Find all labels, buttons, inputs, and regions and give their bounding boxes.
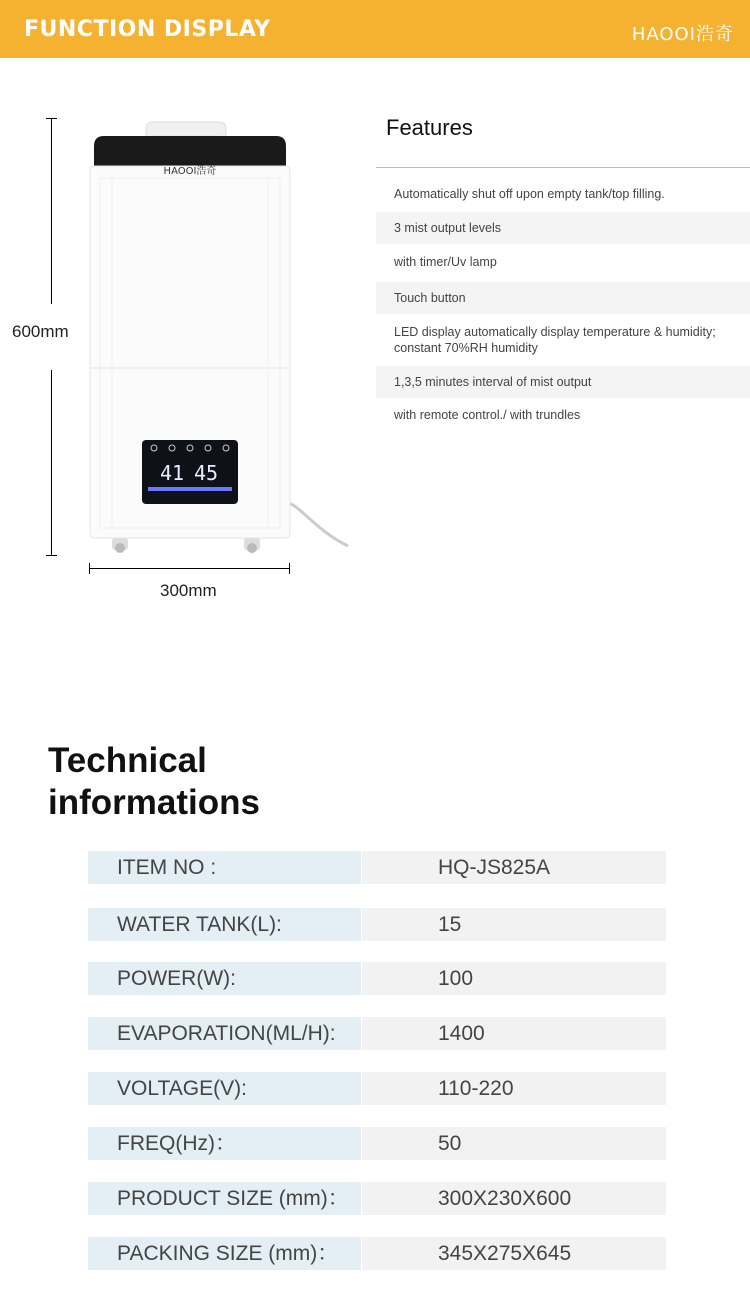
spec-row xyxy=(88,1072,666,1105)
product-logo: HAOOI浩奇 xyxy=(163,166,217,177)
feature-item: LED display automatically display temperature & humidity; constant 70%RH humidity xyxy=(394,325,716,355)
spec-value: HQ-JS825A xyxy=(362,851,666,884)
spec-label: PACKING SIZE (mm)： xyxy=(88,1237,361,1270)
feature-item: Touch button xyxy=(376,282,750,314)
spec-row xyxy=(88,908,666,941)
features-title: Features xyxy=(386,115,473,140)
feature-item: with remote control./ with trundles xyxy=(394,408,581,422)
feature-item: with timer/Uv lamp xyxy=(394,255,497,269)
spec-label: PRODUCT SIZE (mm)： xyxy=(88,1182,361,1215)
width-dimension-line xyxy=(89,568,290,569)
spec-label: VOLTAGE(V): xyxy=(88,1072,361,1105)
height-dimension-label: 600mm xyxy=(12,322,69,341)
width-dimension-label: 300mm xyxy=(160,581,217,600)
spec-value: 300X230X600 xyxy=(362,1182,666,1215)
banner-title: FUNCTION DISPLAY xyxy=(24,17,271,42)
display-humidity: 45 xyxy=(194,461,219,485)
spec-value: 345X275X645 xyxy=(362,1237,666,1270)
header-banner xyxy=(0,0,750,58)
spec-row xyxy=(88,1237,666,1270)
tech-title-line1: Technical xyxy=(48,741,207,780)
spec-label: WATER TANK(L): xyxy=(88,908,361,941)
spec-row xyxy=(88,1182,666,1215)
tech-title-line2: informations xyxy=(48,783,260,822)
spec-value: 15 xyxy=(362,908,666,941)
features-divider xyxy=(376,167,750,168)
spec-label: POWER(W): xyxy=(88,962,361,995)
spec-label: ITEM NO : xyxy=(88,851,361,884)
spec-row xyxy=(88,962,666,995)
feature-item: 3 mist output levels xyxy=(376,212,750,244)
feature-item: 1,3,5 minutes interval of mist output xyxy=(376,366,750,398)
spec-row xyxy=(88,1127,666,1160)
spec-row xyxy=(88,1017,666,1050)
spec-label: FREQ(Hz)： xyxy=(88,1127,361,1160)
spec-value: 100 xyxy=(362,962,666,995)
spec-label: EVAPORATION(ML/H): xyxy=(88,1017,361,1050)
brand-logo: HAOOI浩奇 xyxy=(631,24,734,45)
feature-item: Automatically shut off upon empty tank/top filling. xyxy=(394,187,665,201)
tech-title xyxy=(48,740,260,824)
spec-value: 110-220 xyxy=(362,1072,666,1105)
humidifier-image xyxy=(86,118,356,558)
spec-value: 50 xyxy=(362,1127,666,1160)
spec-value: 1400 xyxy=(362,1017,666,1050)
spec-row xyxy=(88,851,666,884)
display-temperature: 41 xyxy=(160,461,185,485)
